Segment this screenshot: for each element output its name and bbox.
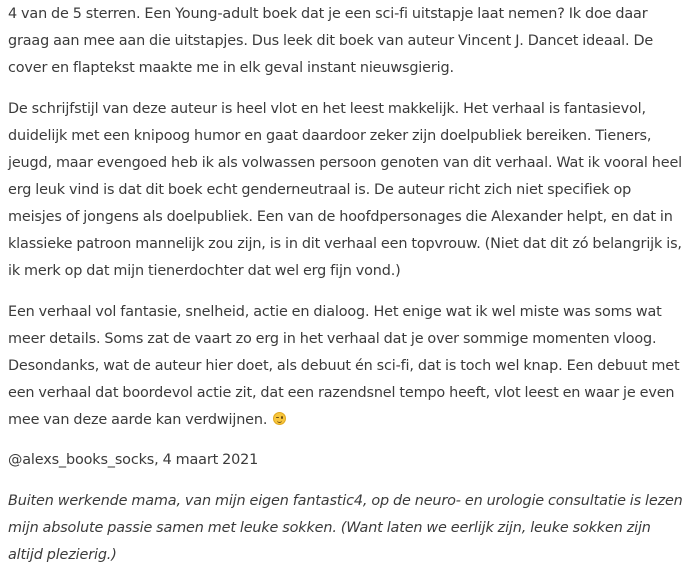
review-signature: @alexs_books_socks, 4 maart 2021	[8, 452, 259, 468]
review-paragraph-intro: 4 van de 5 sterren. Een Young-adult boek dat je een sci-fi uitstapje laat nemen? Ik doe daar graag aan mee aan die uitstapjes. Dus leek dit boek van auteur Vincent J. Dancet ideaal. De cover en flaptekst maakte me in elk geval instant nieuwsgierig.	[8, 6, 654, 76]
review-article	[8, 0, 684, 569]
winking-face-icon	[273, 412, 286, 425]
reviewer-bio: Buiten werkende mama, van mijn eigen fantastic4, op de neuro- en urologie consultatie is lezen mijn absolute passie samen met leuke sokken. (Want laten we eerlijk zijn, leuke sokken zijn altijd plezierig.)	[8, 493, 683, 563]
review-paragraph-conclusion-text: Een verhaal vol fantasie, snelheid, actie en dialoog. Het enige wat ik wel miste was soms wat meer details. Soms zat de vaart zo erg in het verhaal dat je over sommige momenten vloog. Desondanks, wat de auteur hier doet, als debuut én sci-fi, dat is toch wel knap. Een debuut met een verhaal dat boordevol actie zit, dat een razendsnel tempo heeft, vlot leest en waar je even mee van deze aarde kan verdwijnen.	[8, 304, 680, 428]
review-paragraph-writing-style: De schrijfstijl van deze auteur is heel vlot en het leest makkelijk. Het verhaal is fantasievol, duidelijk met een knipoog humor en gaat daardoor zeker zijn doelpubliek bereiken. Tieners, jeugd, maar evengoed heb ik als volwassen persoon genoten van dit verhaal. Wat ik vooral heel erg leuk vind is dat dit boek echt genderneutraal is. De auteur richt zich niet specifiek op meisjes of jongens als doelpubliek. Een van de hoofdpersonages die Alexander helpt, en dat in klassieke patroon mannelijk zou zijn, is in dit verhaal een topvrouw. (Niet dat dit zó belangrijk is, ik merk op dat mijn tienerdochter dat wel erg fijn vond.)	[8, 101, 682, 279]
review-paragraph-conclusion	[8, 299, 684, 434]
